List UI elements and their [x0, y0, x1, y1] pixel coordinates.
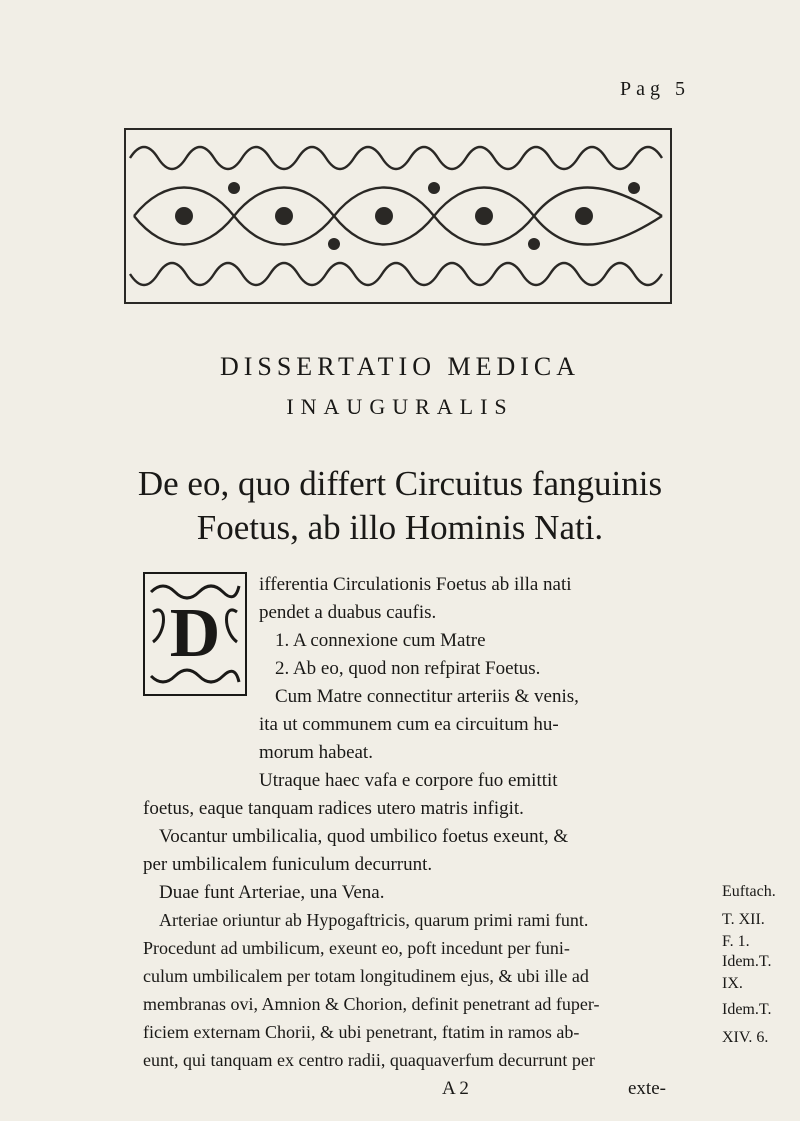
dissertation-title-line2: INAUGURALIS	[286, 394, 514, 419]
text-line: membranas ovi, Amnion & Chorion, definit penetrant ad fuper-	[143, 994, 600, 1014]
margin-note: Euftach.	[722, 883, 776, 900]
text-line: Arteriae oriuntur ab Hypogaftricis, quarum primi rami funt.	[159, 910, 589, 930]
text-line: Procedunt ad umbilicum, exeunt eo, poft incedunt per funi-	[143, 938, 570, 958]
margin-note: IX.	[722, 975, 743, 992]
decorated-initial	[143, 572, 247, 696]
text-line: pendet a duabus caufis.	[259, 602, 437, 623]
text-line: morum habeat.	[259, 742, 373, 763]
text-line: foetus, eaque tanquam radices utero matris infigit.	[143, 798, 524, 819]
text-line: ifferentia Circulationis Foetus ab illa nati	[259, 574, 572, 595]
text-line: culum umbilicalem per totam longitudinem ejus, & ubi ille ad	[143, 966, 589, 986]
text-line: 2. Ab eo, quod non refpirat Foetus.	[275, 658, 541, 679]
text-line: Duae funt Arteriae, una Vena.	[159, 882, 385, 903]
text-line: eunt, qui tanquam ex centro radii, quaquaverfum decurrunt per	[143, 1050, 595, 1070]
text-line: Cum Matre connectitur arteriis & venis,	[275, 686, 579, 707]
margin-note: Idem.T.	[722, 953, 772, 970]
dissertation-title: DISSERTATIO MEDICA	[219, 352, 581, 381]
margin-note: T. XII.	[722, 911, 765, 928]
page-label: Pag 5	[620, 78, 690, 100]
text-line: ficiem externam Chorii, & ubi penetrant, ftatim in ramos ab-	[143, 1022, 580, 1042]
decorative-headpiece	[124, 128, 672, 304]
subtitle-line2: Foetus, ab illo Hominis Nati.	[196, 508, 604, 547]
text-line: Utraque haec vafa e corpore fuo emittit	[259, 770, 558, 791]
text-line: Vocantur umbilicalia, quod umbilico foetus exeunt, &	[159, 826, 569, 847]
signature-mark: A 2	[442, 1078, 469, 1099]
catchword: exte-	[628, 1078, 666, 1099]
text-line: ita ut communem cum ea circuitum hu-	[259, 714, 559, 735]
margin-note: Idem.T.	[722, 1001, 772, 1018]
margin-note: XIV. 6.	[722, 1029, 769, 1046]
text-line: per umbilicalem funiculum decurrunt.	[143, 854, 433, 875]
margin-note: F. 1.	[722, 933, 750, 950]
initial-letter: D	[169, 595, 221, 672]
subtitle-line1: De eo, quo differt Circuitus fanguinis	[137, 464, 663, 503]
text-line: 1. A connexione cum Matre	[275, 630, 486, 651]
